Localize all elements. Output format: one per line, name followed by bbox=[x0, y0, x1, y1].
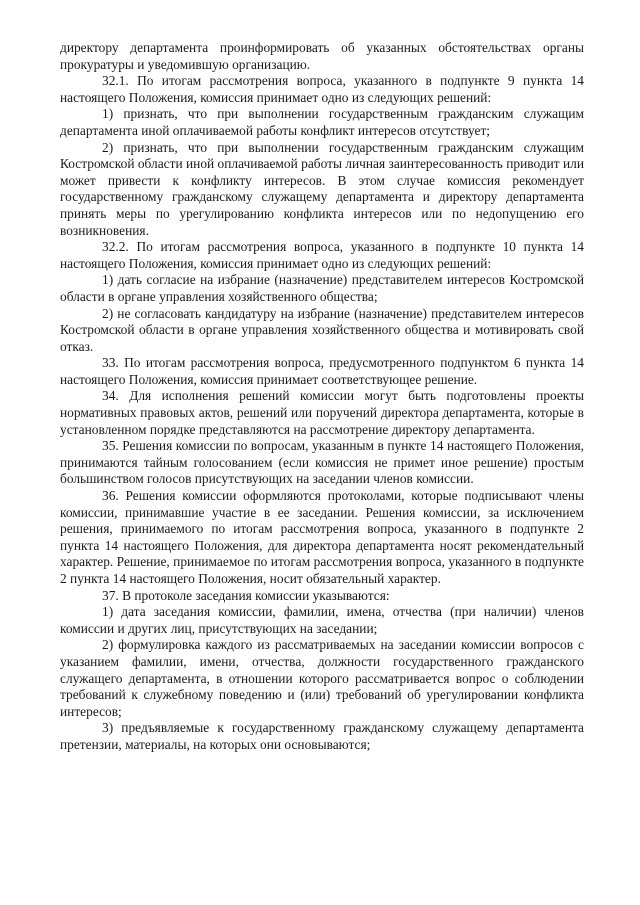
paragraph-13: 1) дата заседания комиссии, фамилии, имена, отчества (при наличии) членов комиссии и других лиц, присутствующих на заседании; bbox=[60, 604, 584, 636]
paragraph-8: 33. По итогам рассмотрения вопроса, предусмотренного подпунктом 6 пункта 14 настоящего Положения, комиссия принимает соответствующее решение. bbox=[60, 355, 584, 387]
paragraph-6: 1) дать согласие на избрание (назначение) представителем интересов Костромской области в органе управления хозяйственного общества; bbox=[60, 272, 584, 304]
paragraph-4: 2) признать, что при выполнении государственным гражданским служащим Костромской области иной оплачиваемой работы личная заинтересованность приводит или может привести к конфликту интересов. В этом случае комиссия рекомендует государственному гражданскому служащему департамента и директору департамента принять меры по урегулированию конфликта интересов или по недопущению его возникновения. bbox=[60, 139, 584, 238]
paragraph-1: директору департамента проинформировать об указанных обстоятельствах органы прокуратуры и уведомившую организацию. bbox=[60, 40, 584, 72]
paragraph-9: 34. Для исполнения решений комиссии могут быть подготовлены проекты нормативных правовых актов, решений или поручений директора департамента, которые в установленном порядке представляются на рассмотрение директору департамента. bbox=[60, 388, 584, 437]
paragraph-12: 37. В протоколе заседания комиссии указываются: bbox=[102, 587, 390, 603]
paragraph-2: 32.1. По итогам рассмотрения вопроса, указанного в подпункте 9 пункта 14 настоящего Положения, комиссия принимает одно из следующих решений: bbox=[60, 73, 584, 105]
paragraph-10: 35. Решения комиссии по вопросам, указанным в пункте 14 настоящего Положения, принимаются тайным голосованием (если комиссия не примет иное решение) простым большинством голосов присутствующих на заседании членов комиссии. bbox=[60, 438, 584, 487]
paragraph-11: 36. Решения комиссии оформляются протоколами, которые подписывают члены комиссии, принимавшие участие в ее заседании. Решения комиссии, за исключением решения, принимаемого по итогам рассмотрения вопроса, указанного в подпункте 2 пункта 14 настоящего Положения, для директора департамента носят рекомендательный характер. Решение, принимаемое по итогам рассмотрения вопроса, указанного в подпункте 2 пункта 14 настоящего Положения, носит обязательный характер. bbox=[60, 488, 584, 586]
paragraph-7: 2) не согласовать кандидатуру на избрание (назначение) представителем интересов Костромской области в органе управления хозяйственного общества и мотивировать свой отказ. bbox=[60, 305, 584, 354]
paragraph-15: 3) предъявляемые к государственному гражданскому служащему департамента претензии, материалы, на которых они основываются; bbox=[60, 720, 584, 752]
paragraph-14: 2) формулировка каждого из рассматриваемых на заседании комиссии вопросов с указанием фамилии, имени, отчества, должности государственного гражданского служащего департамента, в отношении которого рассматривается вопрос о соблюдении требований к служебному поведению и (или) требований об урегулировании конфликта интересов; bbox=[60, 637, 584, 719]
paragraph-3: 1) признать, что при выполнении государственным гражданским служащим департамента иной оплачиваемой работы конфликт интересов отсутствует; bbox=[60, 106, 584, 138]
paragraph-5: 32.2. По итогам рассмотрения вопроса, указанного в подпункте 10 пункта 14 настоящего Положения, комиссия принимает одно из следующих решений: bbox=[60, 239, 584, 271]
